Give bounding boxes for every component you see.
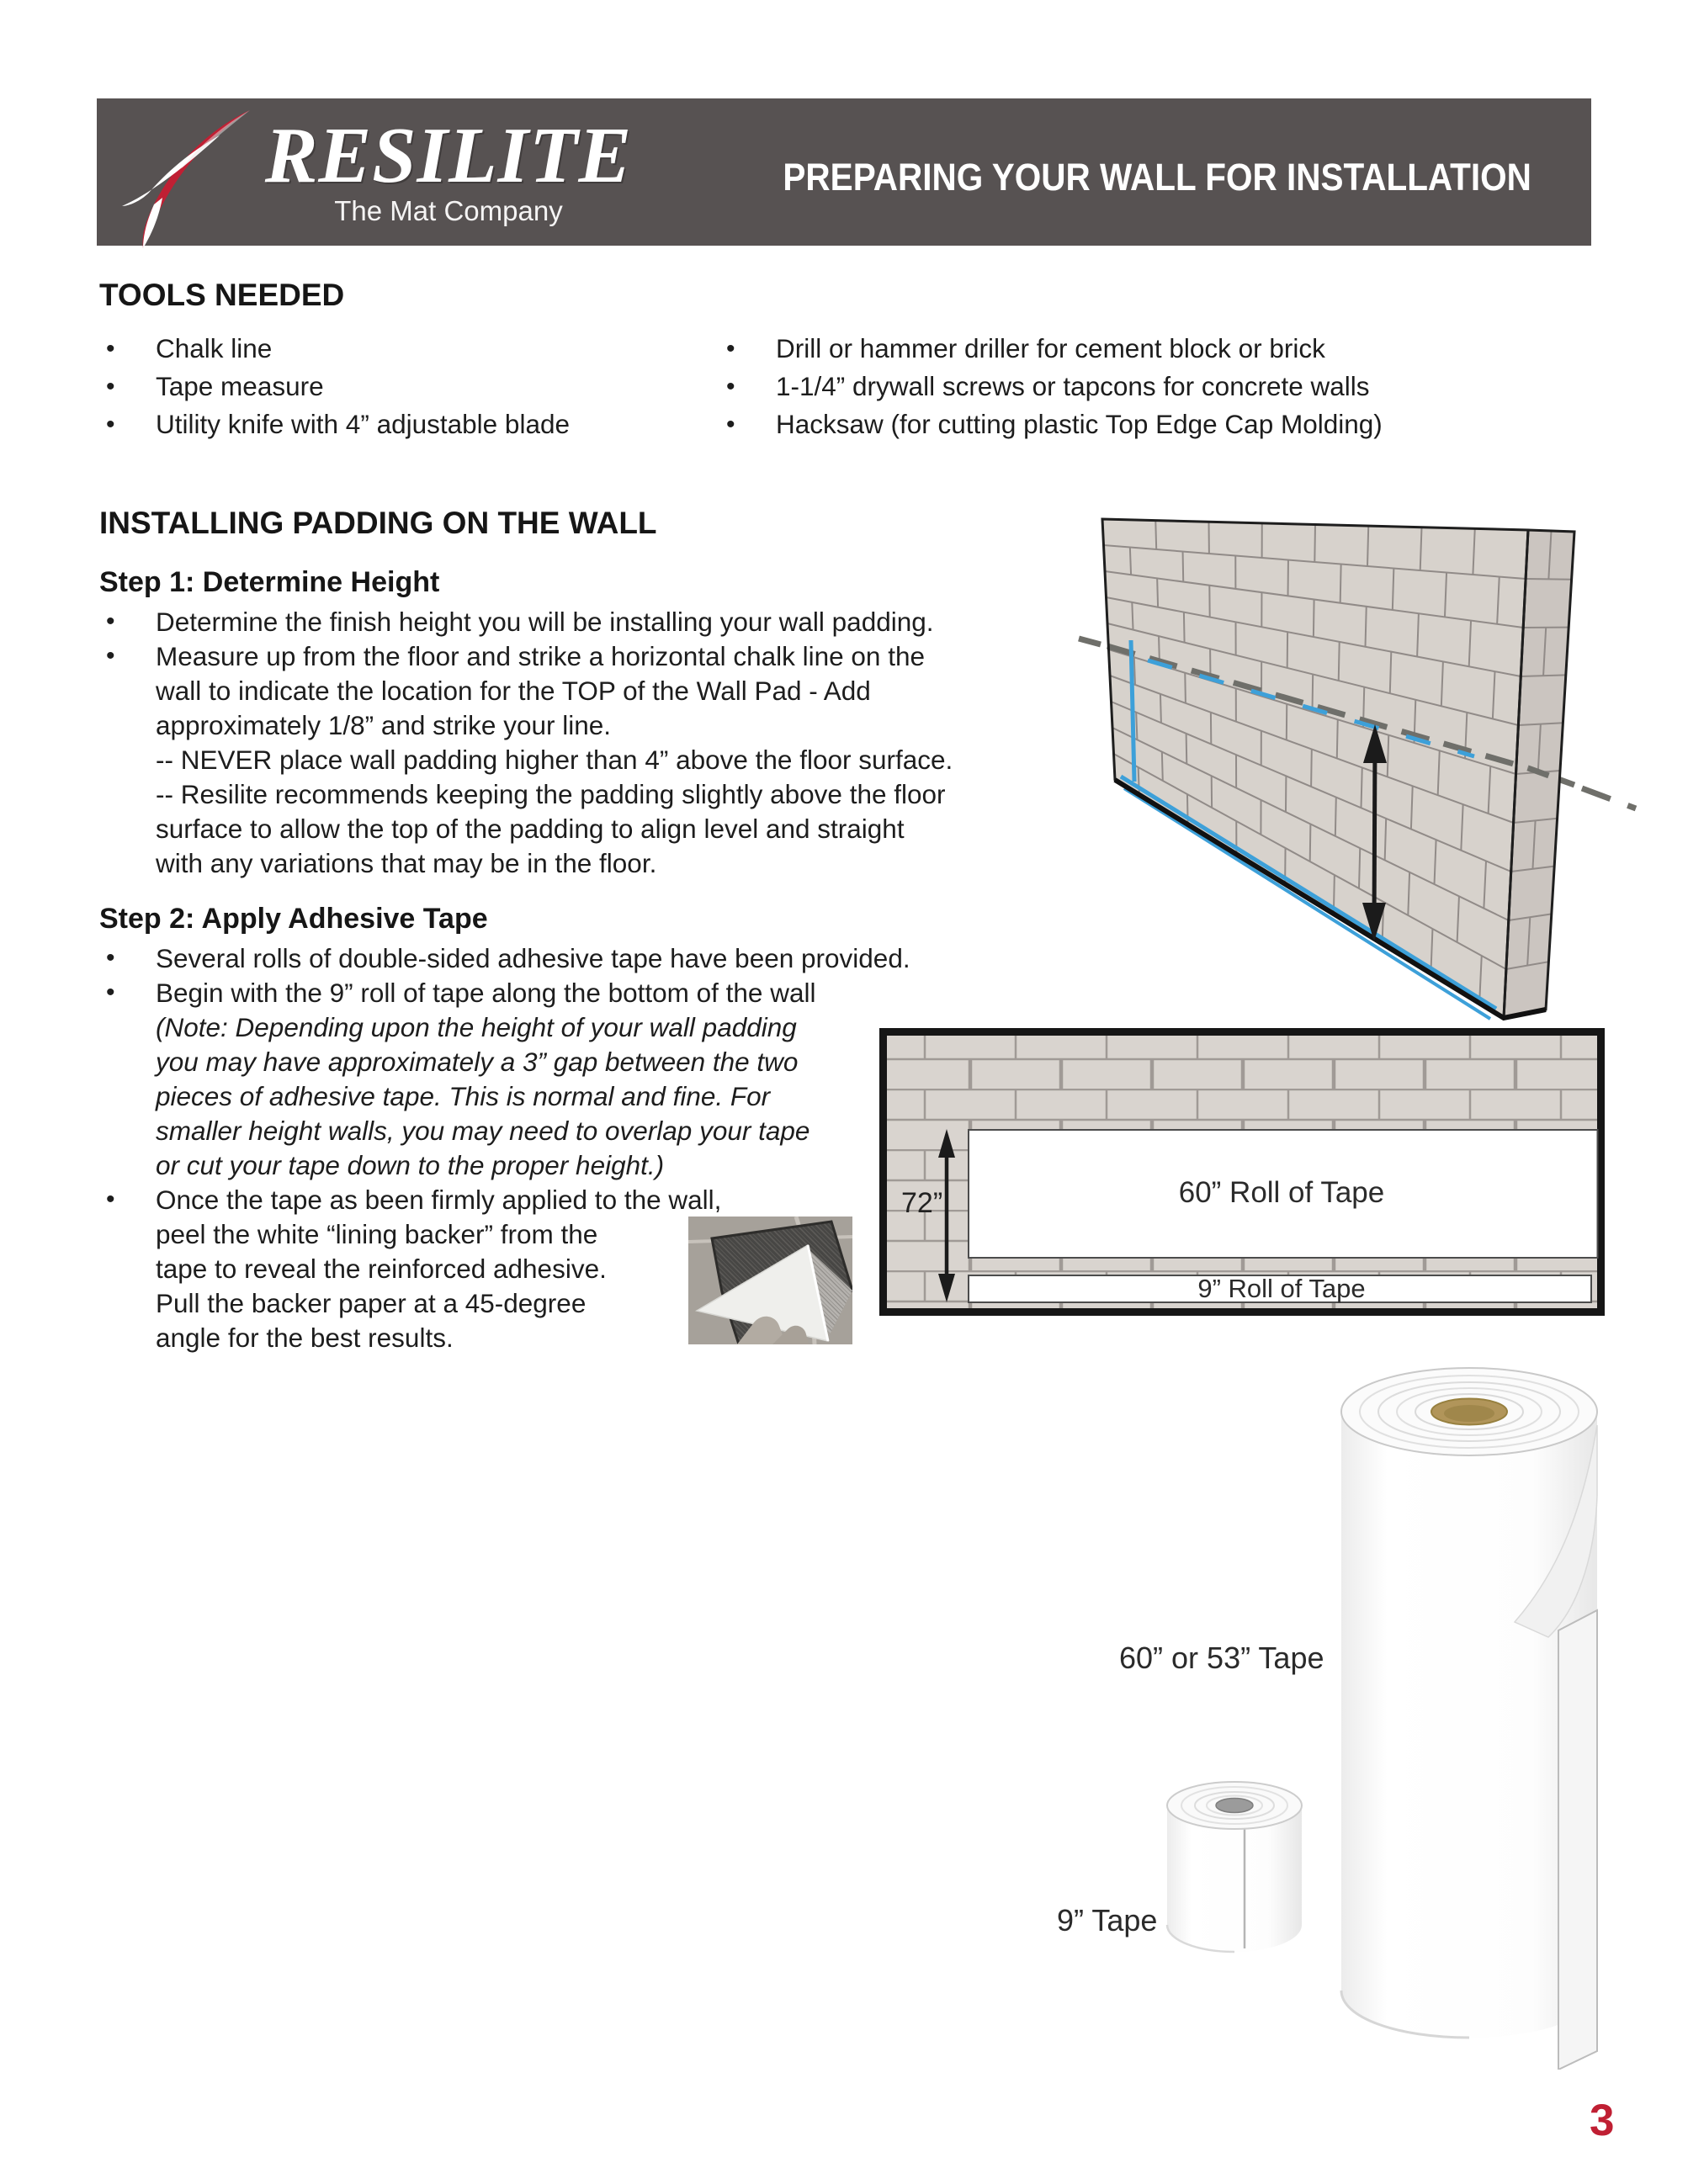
instruction-text: wall to indicate the location for the TOP of the Wall Pad - Add <box>156 676 871 706</box>
instruction-line <box>99 812 1075 846</box>
bullet-icon <box>106 405 115 443</box>
instruction-text: surface to allow the top of the padding to align level and straight <box>156 814 905 844</box>
bullet-icon <box>726 405 735 443</box>
tool-item <box>719 330 1578 368</box>
step2-heading: Step 2: Apply Adhesive Tape <box>99 903 488 935</box>
large-roll-label: 60” or 53” Tape <box>1119 1641 1324 1675</box>
bullet-icon <box>106 367 115 406</box>
instruction-text: with any variations that may be in the floor. <box>156 848 657 878</box>
instruction-line <box>99 674 1075 708</box>
bullet-icon <box>106 329 115 368</box>
bullet-icon <box>106 603 115 639</box>
tool-item-label: Drill or hammer driller for cement block or brick <box>776 333 1325 363</box>
bullet-icon <box>106 974 115 1010</box>
instruction-text: -- NEVER place wall padding higher than 4” above the floor surface. <box>156 745 953 775</box>
backer-peel-photo <box>688 1217 852 1344</box>
logo-wordmark: RESILITE <box>264 112 633 199</box>
page-number: 3 <box>1590 2096 1615 2145</box>
instruction-line <box>99 846 1075 881</box>
tool-item-label: Chalk line <box>156 333 273 363</box>
instruction-text: smaller height walls, you may need to overlap your tape <box>156 1116 810 1146</box>
instruction-text: -- Resilite recommends keeping the padding slightly above the floor <box>156 779 946 809</box>
step1-section <box>99 565 1075 881</box>
resilite-logo <box>213 114 684 226</box>
page-title: PREPARING YOUR WALL FOR INSTALLATION <box>783 156 1531 199</box>
tape-rolls-figure <box>993 1344 1679 2070</box>
install-heading: INSTALLING PADDING ON THE WALL <box>99 506 657 540</box>
tape-layout-diagram <box>879 1028 1605 1316</box>
tools-heading: TOOLS NEEDED <box>99 278 345 312</box>
tools-list-left <box>99 330 688 443</box>
tape9-area-label: 9” Roll of Tape <box>1197 1274 1366 1303</box>
instruction-text: angle for the best results. <box>156 1323 454 1353</box>
instruction-text: or cut your tape down to the proper height.) <box>156 1150 665 1180</box>
tool-item <box>99 368 688 406</box>
step1-lines <box>99 605 1075 881</box>
small-tape-roll <box>1167 1782 1302 1952</box>
height-label-72: 72” <box>901 1187 943 1219</box>
step1-heading: Step 1: Determine Height <box>99 566 440 598</box>
instruction-text: Measure up from the floor and strike a horizontal chalk line on the <box>156 641 925 671</box>
instruction-line <box>99 605 1075 639</box>
instruction-line <box>99 708 1075 743</box>
tools-list-right <box>719 330 1578 443</box>
instruction-line <box>99 976 1075 1010</box>
instruction-text: tape to reveal the reinforced adhesive. <box>156 1254 607 1284</box>
instruction-text: (Note: Depending upon the height of your wall padding <box>156 1012 797 1042</box>
tool-item-label: Utility knife with 4” adjustable blade <box>156 409 571 439</box>
logo-tagline: The Mat Company <box>334 195 563 226</box>
tool-item-label: 1-1/4” drywall screws or tapcons for concrete walls <box>776 371 1370 401</box>
tool-item-label: Hacksaw (for cutting plastic Top Edge Cap Molding) <box>776 409 1383 439</box>
header-bar <box>97 98 1591 246</box>
instruction-line <box>99 777 1075 812</box>
large-tape-roll <box>1341 1368 1597 2070</box>
tool-item <box>99 330 688 368</box>
instruction-text: approximately 1/8” and strike your line. <box>156 710 612 740</box>
bullet-icon <box>106 1181 115 1217</box>
instruction-text: Once the tape as been firmly applied to the wall, <box>156 1185 722 1215</box>
tool-item <box>719 406 1578 443</box>
instruction-line <box>99 1321 1075 1355</box>
instruction-text: Begin with the 9” roll of tape along the bottom of the wall <box>156 978 816 1008</box>
instruction-text: you may have approximately a 3” gap between the two <box>156 1047 799 1077</box>
instruction-text: Determine the finish height you will be installing your wall padding. <box>156 607 934 637</box>
instruction-text: Pull the backer paper at a 45-degree <box>156 1288 587 1318</box>
instruction-line <box>99 941 1075 976</box>
tool-item <box>99 406 688 443</box>
bullet-icon <box>106 638 115 673</box>
small-roll-label: 9” Tape <box>1057 1903 1158 1938</box>
header-title-wrap <box>736 98 1578 199</box>
bullet-icon <box>106 940 115 975</box>
instruction-text: peel the white “lining backer” from the <box>156 1219 598 1249</box>
tape60-area-label: 60” Roll of Tape <box>1178 1176 1385 1209</box>
bullet-icon <box>726 329 735 368</box>
instruction-line <box>99 743 1075 777</box>
tool-item <box>719 368 1578 406</box>
instruction-text: pieces of adhesive tape. This is normal and fine. For <box>156 1081 771 1111</box>
bullet-icon <box>726 367 735 406</box>
wall-3d-figure <box>1065 474 1680 1029</box>
instruction-line <box>99 639 1075 674</box>
instruction-text: Several rolls of double-sided adhesive tape have been provided. <box>156 943 910 973</box>
tool-item-label: Tape measure <box>156 371 324 401</box>
